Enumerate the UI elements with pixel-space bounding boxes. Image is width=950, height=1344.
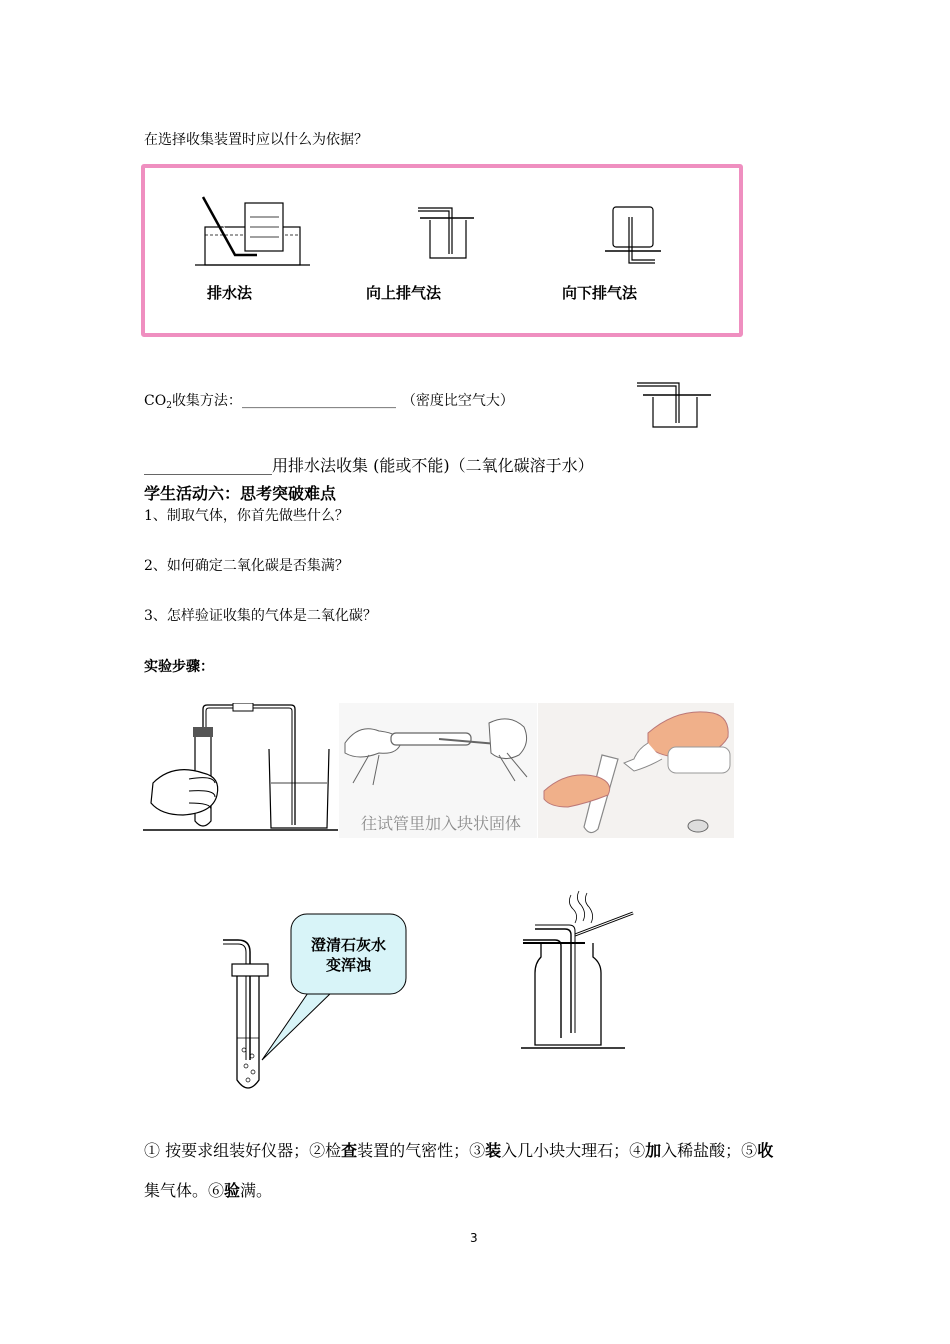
steps-bold-2: 装 [485, 1141, 502, 1160]
co2-formula: CO [144, 393, 167, 409]
question-1: 1、制取气体，你首先做些什么？ [144, 508, 349, 524]
bubble-line-2: 变浑浊 [325, 956, 371, 974]
water-blank: ________________ [144, 456, 272, 475]
speech-bubble [291, 935, 406, 975]
steps-bold-4: 收 [757, 1141, 774, 1160]
activity-title: 学生活动六：思考突破难点 [144, 484, 337, 503]
water-choice: (能或不能) [373, 456, 450, 475]
water-text: 用排水法收集 [272, 456, 369, 475]
method-upward-label: 向上排气法 [366, 284, 442, 302]
steps-part-5: 集气体。⑥ [144, 1181, 225, 1200]
speech-bubble-shape [250, 910, 410, 1070]
steps-part-2: 装置的气密性；③ [357, 1141, 486, 1160]
co2-subscript: 2 [166, 401, 172, 411]
question-text: 在选择收集装置时应以什么为依据？ [144, 132, 368, 148]
steps-part-1: ① 按要求组装好仪器；②检 [144, 1141, 342, 1160]
steps-bold-1: 查 [341, 1141, 358, 1160]
steps-part-6: 满。 [240, 1181, 273, 1200]
question-2: 2、如何确定二氧化碳是否集满？ [144, 558, 349, 574]
steps-line-2 [144, 1178, 272, 1201]
airtightness-check-illustration [143, 703, 338, 833]
steps-line-1 [144, 1138, 773, 1161]
water-note: （二氧化碳溶于水） [449, 456, 594, 475]
steps-title: 实验步骤： [144, 659, 214, 675]
steps-bold-5: 验 [224, 1181, 241, 1200]
co2-label: 收集方法： [171, 393, 242, 409]
water-displacement-diagram [195, 195, 310, 270]
co2-apparatus-diagram [633, 377, 713, 432]
steps-part-3: 入几小块大理石；④ [501, 1141, 646, 1160]
water-collection-line [144, 453, 594, 476]
photo-caption: 往试管里加入块状固体 [361, 814, 522, 833]
method-water-label: 排水法 [207, 284, 253, 302]
steps-bold-3: 加 [645, 1141, 662, 1160]
bubble-line-1: 澄清石灰水 [310, 936, 386, 954]
method-downward-label: 向下排气法 [562, 284, 638, 302]
question-3: 3、怎样验证收集的气体是二氧化碳？ [144, 608, 377, 624]
add-acid-illustration [538, 703, 734, 838]
co2-blank: ______________________ [241, 393, 396, 409]
upward-displacement-diagram [414, 198, 474, 268]
co2-note: （密度比空气大） [401, 393, 514, 409]
steps-part-4: 入稀盐酸；⑤ [661, 1141, 758, 1160]
full-check-diagram [515, 885, 645, 1055]
co2-collection-line [144, 390, 514, 411]
page-number: 3 [470, 1231, 478, 1245]
downward-displacement-diagram [605, 203, 665, 273]
